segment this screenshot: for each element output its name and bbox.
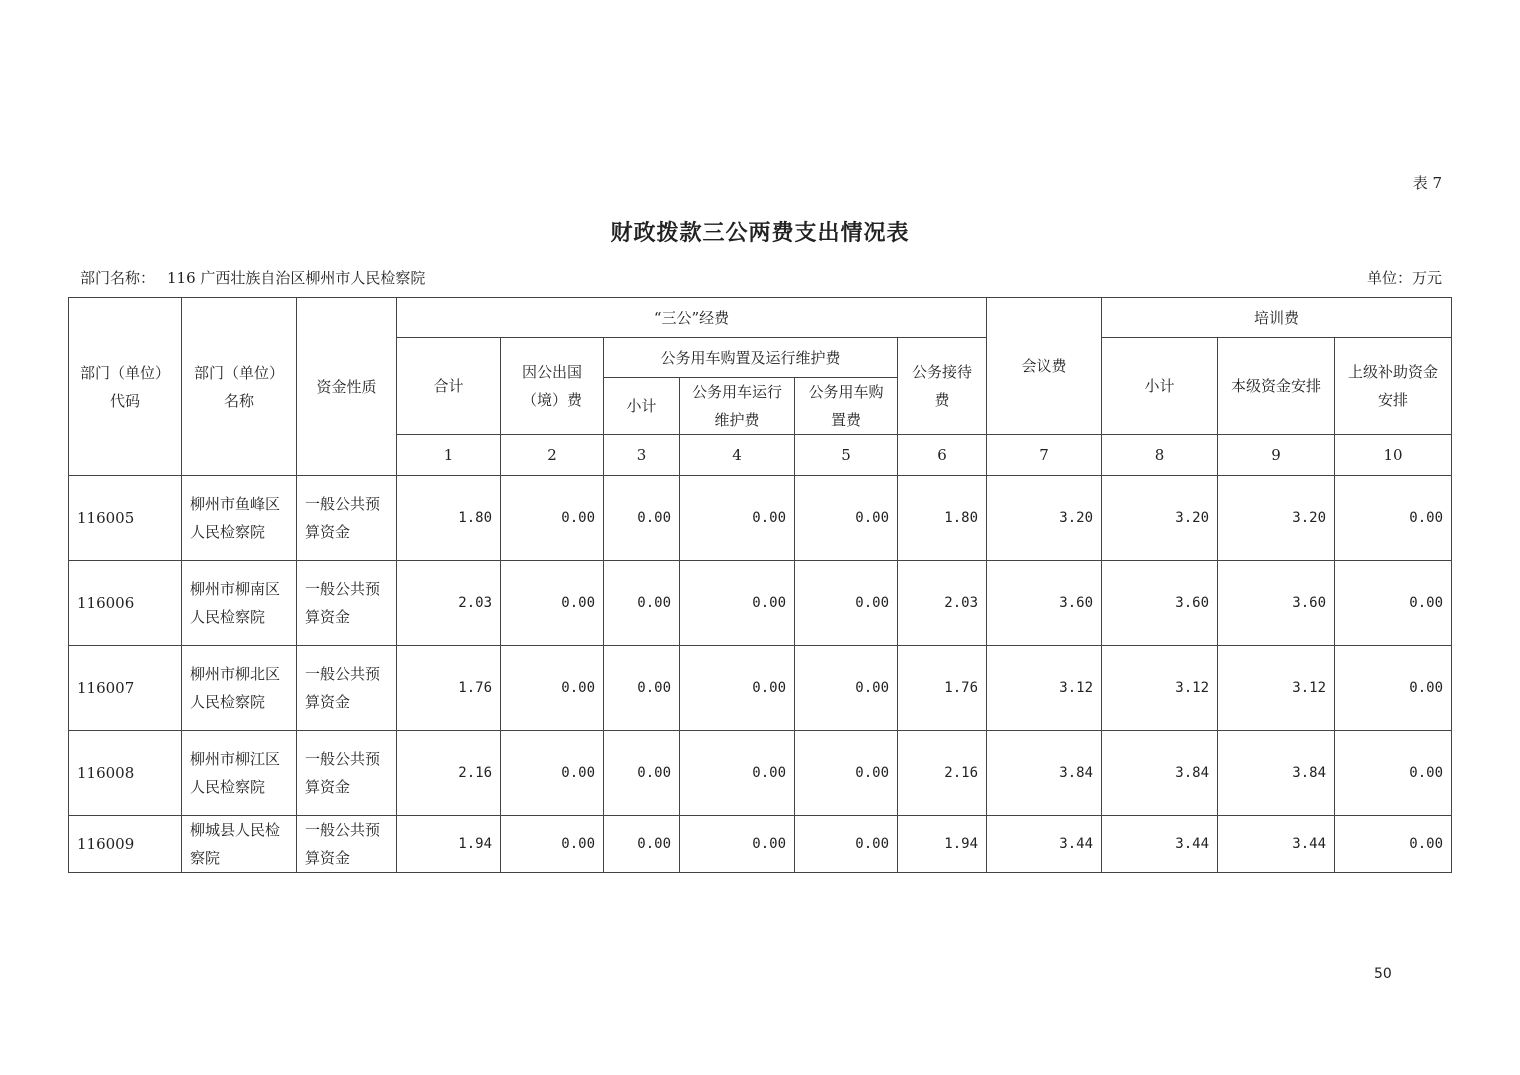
cell-reception: 1.94 [898,816,987,873]
col-header-abroad: 因公出国（境）费 [501,338,604,435]
col-header-code: 部门（单位）代码 [69,298,182,476]
cell-name: 柳州市柳北区人民检察院 [182,646,297,731]
col-number: 3 [604,435,680,476]
cell-abroad: 0.00 [501,646,604,731]
cell-code: 116007 [69,646,182,731]
cell-vehicle-purchase: 0.00 [795,731,898,816]
cell-meeting: 3.84 [987,731,1102,816]
expenditure-table [68,297,1452,873]
cell-vehicle-subtotal: 0.00 [604,561,680,646]
cell-fund-type: 一般公共预算资金 [297,731,397,816]
cell-vehicle-operation: 0.00 [680,476,795,561]
cell-vehicle-purchase: 0.00 [795,561,898,646]
cell-total: 1.80 [397,476,501,561]
col-header-vehicle-subtotal: 小计 [604,378,680,435]
cell-name: 柳州市柳南区人民检察院 [182,561,297,646]
cell-total: 2.03 [397,561,501,646]
table-row [69,646,1452,731]
cell-reception: 2.16 [898,731,987,816]
col-header-training: 培训费 [1102,298,1452,338]
department-label: 部门名称： [80,269,156,287]
cell-training-subtotal: 3.12 [1102,646,1218,731]
cell-name: 柳城县人民检察院 [182,816,297,873]
col-header-vehicle-operation: 公务用车运行维护费 [680,378,795,435]
cell-total: 1.76 [397,646,501,731]
cell-training-local: 3.20 [1218,476,1335,561]
cell-name: 柳州市鱼峰区人民检察院 [182,476,297,561]
col-number: 8 [1102,435,1218,476]
cell-meeting: 3.20 [987,476,1102,561]
cell-vehicle-subtotal: 0.00 [604,816,680,873]
unit-label: 单位：万元 [1366,269,1442,287]
cell-vehicle-subtotal: 0.00 [604,731,680,816]
cell-training-subtotal: 3.20 [1102,476,1218,561]
cell-training-subtotal: 3.44 [1102,816,1218,873]
col-header-meeting: 会议费 [987,298,1102,435]
cell-meeting: 3.44 [987,816,1102,873]
col-header-training-local: 本级资金安排 [1218,338,1335,435]
cell-meeting: 3.60 [987,561,1102,646]
col-header-sangong: “三公”经费 [397,298,987,338]
cell-reception: 1.76 [898,646,987,731]
cell-name: 柳州市柳江区人民检察院 [182,731,297,816]
cell-training-superior: 0.00 [1335,476,1452,561]
col-header-fund-type: 资金性质 [297,298,397,476]
col-number: 6 [898,435,987,476]
cell-reception: 1.80 [898,476,987,561]
cell-vehicle-purchase: 0.00 [795,646,898,731]
cell-vehicle-purchase: 0.00 [795,476,898,561]
col-header-name: 部门（单位）名称 [182,298,297,476]
cell-training-superior: 0.00 [1335,646,1452,731]
table-row [69,816,1452,873]
cell-training-local: 3.44 [1218,816,1335,873]
cell-vehicle-operation: 0.00 [680,816,795,873]
cell-abroad: 0.00 [501,476,604,561]
cell-fund-type: 一般公共预算资金 [297,561,397,646]
table-row [69,731,1452,816]
cell-total: 1.94 [397,816,501,873]
department-line [80,267,425,288]
col-number: 2 [501,435,604,476]
cell-training-subtotal: 3.84 [1102,731,1218,816]
cell-training-local: 3.60 [1218,561,1335,646]
department-name: 116 广西壮族自治区柳州市人民检察院 [167,269,426,287]
cell-code: 116009 [69,816,182,873]
col-number: 7 [987,435,1102,476]
col-number: 5 [795,435,898,476]
cell-fund-type: 一般公共预算资金 [297,816,397,873]
col-header-total: 合计 [397,338,501,435]
col-number: 9 [1218,435,1335,476]
table-number: 表 7 [1412,174,1442,192]
cell-vehicle-subtotal: 0.00 [604,646,680,731]
cell-abroad: 0.00 [501,561,604,646]
col-number: 1 [397,435,501,476]
col-header-training-subtotal: 小计 [1102,338,1218,435]
table-row [69,476,1452,561]
cell-training-subtotal: 3.60 [1102,561,1218,646]
document-title: 财政拨款三公两费支出情况表 [610,220,910,246]
cell-vehicle-operation: 0.00 [680,646,795,731]
cell-vehicle-subtotal: 0.00 [604,476,680,561]
cell-vehicle-operation: 0.00 [680,731,795,816]
col-number: 4 [680,435,795,476]
cell-reception: 2.03 [898,561,987,646]
cell-training-superior: 0.00 [1335,731,1452,816]
col-number: 10 [1335,435,1452,476]
cell-code: 116008 [69,731,182,816]
cell-fund-type: 一般公共预算资金 [297,476,397,561]
cell-training-local: 3.12 [1218,646,1335,731]
cell-training-local: 3.84 [1218,731,1335,816]
header-row-1 [69,298,1452,338]
cell-fund-type: 一般公共预算资金 [297,646,397,731]
cell-code: 116006 [69,561,182,646]
col-header-vehicle: 公务用车购置及运行维护费 [604,338,898,378]
cell-training-superior: 0.00 [1335,561,1452,646]
cell-total: 2.16 [397,731,501,816]
page-number: 50 [1374,966,1392,982]
cell-abroad: 0.00 [501,816,604,873]
cell-abroad: 0.00 [501,731,604,816]
cell-meeting: 3.12 [987,646,1102,731]
col-header-reception: 公务接待费 [898,338,987,435]
col-header-training-superior: 上级补助资金安排 [1335,338,1452,435]
table-row [69,561,1452,646]
cell-training-superior: 0.00 [1335,816,1452,873]
cell-code: 116005 [69,476,182,561]
cell-vehicle-purchase: 0.00 [795,816,898,873]
cell-vehicle-operation: 0.00 [680,561,795,646]
col-header-vehicle-purchase: 公务用车购置费 [795,378,898,435]
